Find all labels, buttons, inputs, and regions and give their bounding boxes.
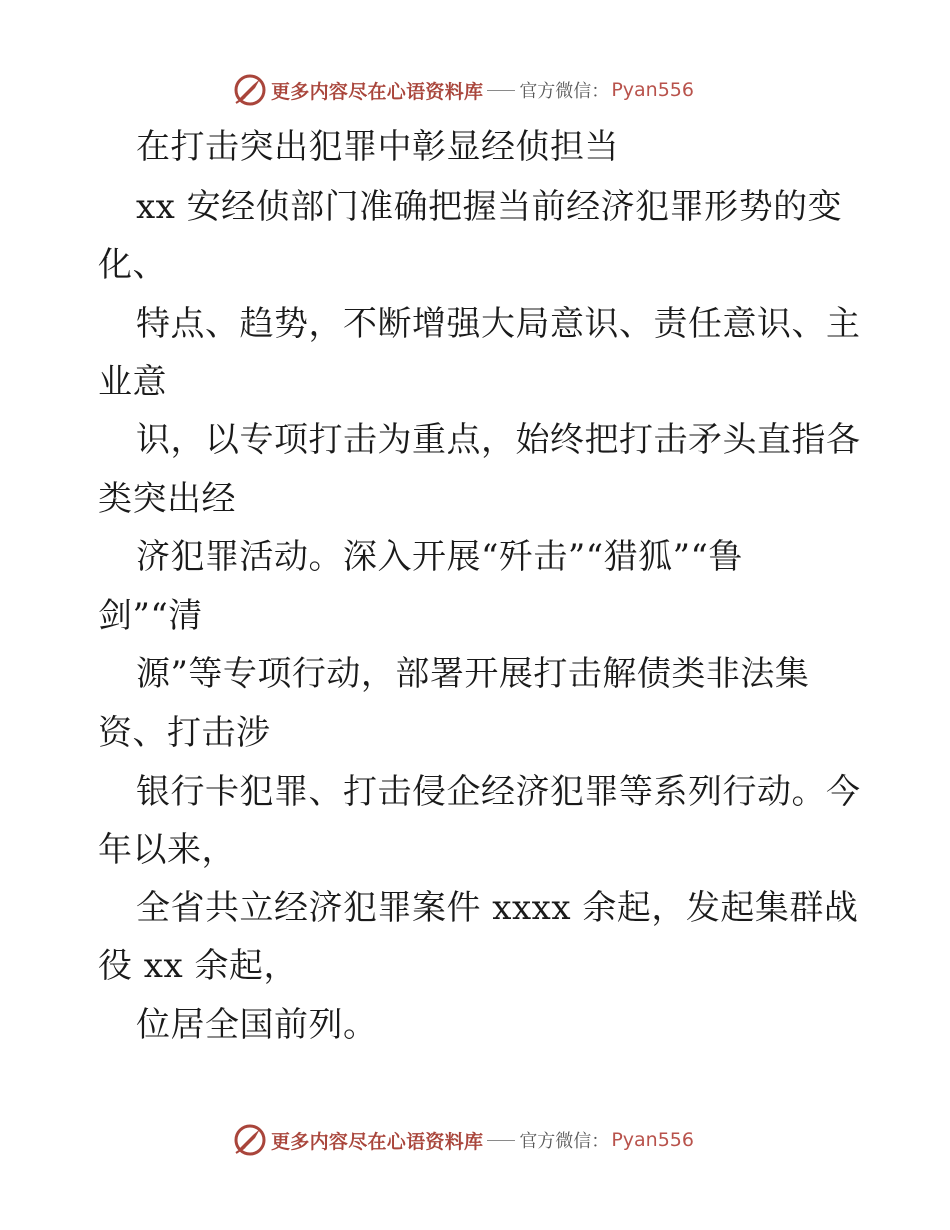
header-watermark: [233, 72, 694, 108]
paragraph-line: 年以来，: [98, 830, 236, 870]
banner-separator: [487, 90, 515, 91]
paragraph-line: 银行卡犯罪、打击侵企经济犯罪等系列行动。今: [136, 772, 861, 812]
paragraph-line: 役 xx 余起，: [98, 946, 298, 986]
document-title: 在打击突出犯罪中彰显经侦担当: [136, 127, 619, 167]
paragraph-line: 济犯罪活动。深入开展“歼击”“猎狐”“鲁: [136, 537, 743, 577]
paragraph-line: 源”等专项行动，部署开展打击解债类非法集: [136, 654, 810, 694]
paragraph-line: 全省共立经济犯罪案件 xxxx 余起，发起集群战: [136, 888, 859, 928]
banner-wechat-id: Pyan556: [611, 79, 694, 101]
banner-brand-text: 更多内容尽在心语资料库: [271, 1130, 484, 1153]
paragraph-line: 特点、趋势，不断增强大局意识、责任意识、主: [136, 304, 861, 344]
paragraph-line: 化、: [98, 245, 167, 285]
paragraph-line: 业意: [98, 362, 167, 402]
quill-logo-icon: [233, 1123, 267, 1157]
footer-watermark: [233, 1122, 694, 1158]
banner-separator: [487, 1140, 515, 1141]
banner-wechat-label: 官方微信：: [519, 1131, 610, 1152]
paragraph-line: 资、打击涉: [98, 713, 271, 753]
paragraph-line: 类突出经: [98, 479, 236, 519]
paragraph-line: 识，以专项打击为重点，始终把打击矛头直指各: [136, 420, 861, 460]
quill-logo-icon: [233, 73, 267, 107]
banner-wechat-id: Pyan556: [611, 1129, 694, 1151]
paragraph-line: xx 安经侦部门准确把握当前经济犯罪形势的变: [136, 187, 843, 227]
paragraph-line: 位居全国前列。: [136, 1005, 378, 1045]
banner-brand-text: 更多内容尽在心语资料库: [271, 80, 484, 103]
paragraph-line: 剑”“清: [98, 596, 203, 636]
banner-wechat-label: 官方微信：: [519, 81, 610, 102]
